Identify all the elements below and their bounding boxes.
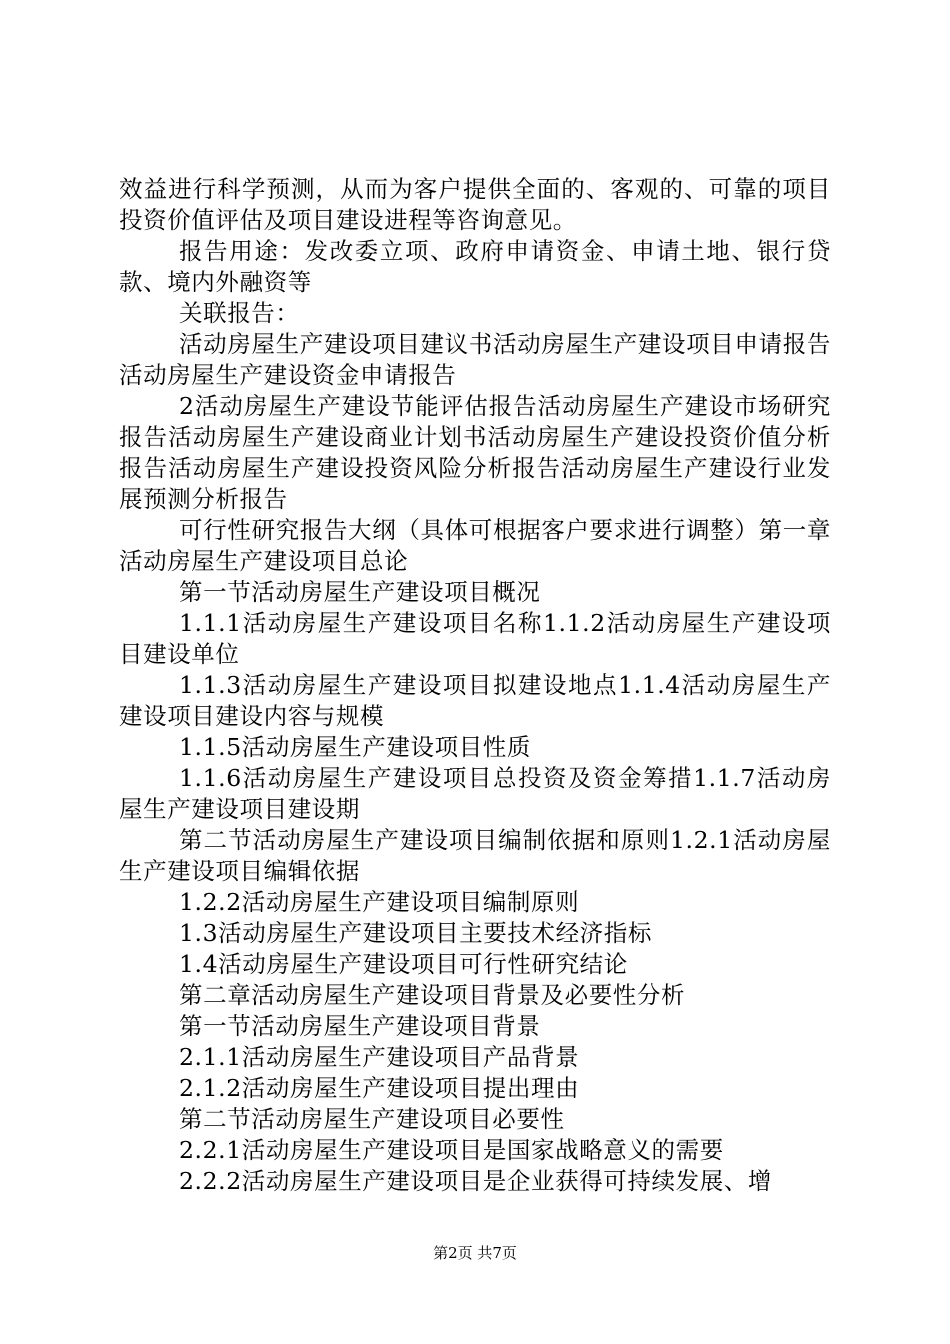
paragraph: 1.3活动房屋生产建设项目主要技术经济指标 xyxy=(179,919,652,947)
paragraph: 2活动房屋生产建设节能评估报告活动房屋生产建设市场研究报告活动房屋生产建设商业计划书活动房屋生产建设投资价值分析报告活动房屋生产建设投资风险分析报告活动房屋生产建设行业发展预测分析报告 xyxy=(119,392,831,513)
document-body xyxy=(119,174,831,1197)
paragraph: 报告用途：发改委立项、政府申请资金、申请土地、银行贷款、境内外融资等 xyxy=(119,237,831,296)
paragraph: 2.2.1活动房屋生产建设项目是国家战略意义的需要 xyxy=(179,1136,724,1164)
paragraph: 1.4活动房屋生产建设项目可行性研究结论 xyxy=(179,950,628,978)
section-heading: 第二节活动房屋生产建设项目必要性 xyxy=(179,1105,565,1133)
section-heading: 第一节活动房屋生产建设项目概况 xyxy=(179,578,541,606)
paragraph: 效益进行科学预测，从而为客户提供全面的、客观的、可靠的项目投资价值评估及项目建设进程等咨询意见。 xyxy=(119,175,831,234)
paragraph: 1.1.1活动房屋生产建设项目名称1.1.2活动房屋生产建设项目建设单位 xyxy=(119,609,831,668)
paragraph: 关联报告： xyxy=(179,299,300,327)
chapter-heading: 第二章活动房屋生产建设项目背景及必要性分析 xyxy=(179,981,686,1009)
paragraph: 可行性研究报告大纲（具体可根据客户要求进行调整）第一章活动房屋生产建设项目总论 xyxy=(119,516,831,575)
section-heading: 第二节活动房屋生产建设项目编制依据和原则1.2.1活动房屋生产建设项目编辑依据 xyxy=(119,826,831,885)
paragraph: 1.1.5活动房屋生产建设项目性质 xyxy=(179,733,531,761)
section-heading: 第一节活动房屋生产建设项目背景 xyxy=(179,1012,541,1040)
paragraph: 1.1.3活动房屋生产建设项目拟建设地点1.1.4活动房屋生产建设项目建设内容与规模 xyxy=(119,671,831,730)
paragraph: 1.1.6活动房屋生产建设项目总投资及资金筹措1.1.7活动房屋生产建设项目建设期 xyxy=(119,764,831,823)
paragraph: 2.1.2活动房屋生产建设项目提出理由 xyxy=(179,1074,580,1102)
paragraph: 活动房屋生产建设项目建议书活动房屋生产建设项目申请报告活动房屋生产建设资金申请报告 xyxy=(119,330,831,389)
paragraph: 2.1.1活动房屋生产建设项目产品背景 xyxy=(179,1043,580,1071)
paragraph: 1.2.2活动房屋生产建设项目编制原则 xyxy=(179,888,580,916)
paragraph: 2.2.2活动房屋生产建设项目是企业获得可持续发展、增 xyxy=(179,1167,772,1195)
page-number-footer: 第2页 共7页 xyxy=(433,1244,517,1262)
